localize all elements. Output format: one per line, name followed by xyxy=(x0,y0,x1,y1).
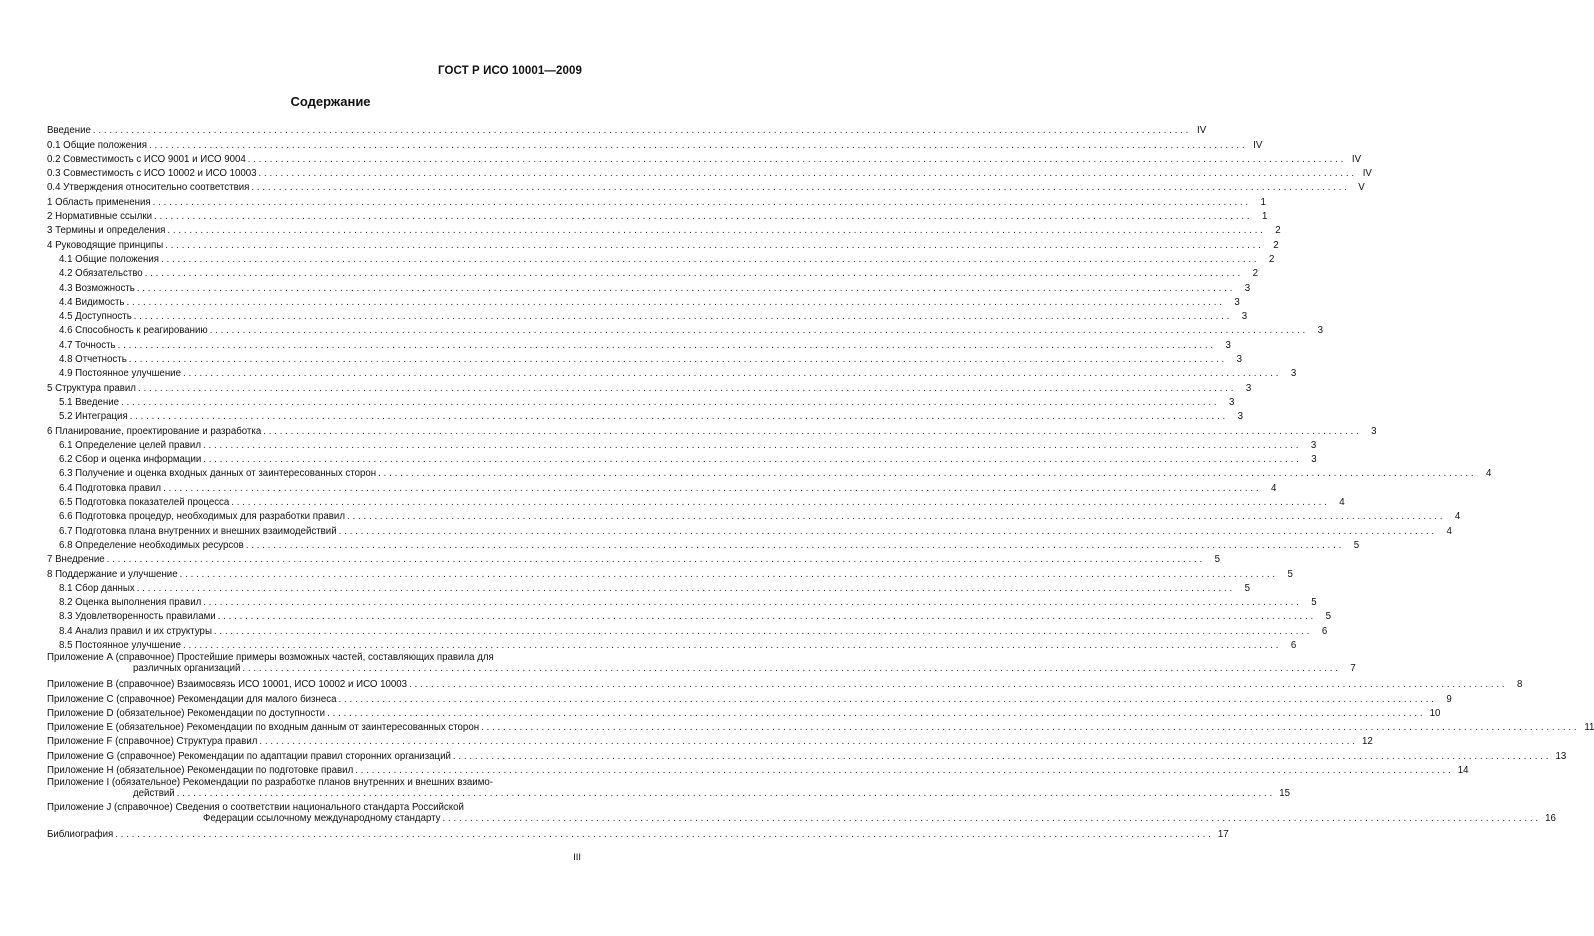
toc-leader: ........................................................................................................................................................................................................ xyxy=(213,625,1313,637)
toc-leader: ........................................................................................................................................................................................................ xyxy=(259,736,1358,748)
toc-leader: ........................................................................................................................................................................................................ xyxy=(165,239,1264,251)
toc-leader: ........................................................................................................................................................................................................ xyxy=(129,411,1229,423)
toc-annex-j[interactable] xyxy=(47,802,1556,827)
toc-entry-label: 5.2 Интеграция xyxy=(59,411,128,423)
toc-entry-page: 3 xyxy=(1311,454,1317,466)
toc-leader: ........................................................................................................................................................................................................ xyxy=(231,497,1330,509)
toc-entry[interactable] xyxy=(47,152,1362,166)
toc-annex-h-label: Приложение Н (обязательное) Рекомендации по подготовке правил xyxy=(47,765,354,777)
toc-entry-label: 6.1 Определение целей правил xyxy=(59,439,201,451)
toc-entry[interactable] xyxy=(47,352,1243,366)
toc-leader: ........................................................................................................................................................................................................ xyxy=(176,788,1276,800)
toc-entry-page: IV xyxy=(1253,139,1263,151)
toc-leader: ........................................................................................................................................................................................................ xyxy=(152,196,1251,208)
toc-entry-page: 3 xyxy=(1236,354,1243,366)
toc-annex-c[interactable] xyxy=(47,691,1452,705)
toc-leader: ........................................................................................................................................................................................................ xyxy=(154,211,1253,223)
toc-entry[interactable] xyxy=(47,623,1328,637)
toc-entry[interactable] xyxy=(47,566,1293,580)
toc-entry-page: 5 xyxy=(1325,611,1331,623)
toc-entry[interactable] xyxy=(47,252,1275,266)
toc-leader: ........................................................................................................................................................................................................ xyxy=(182,639,1282,651)
toc-entry[interactable] xyxy=(47,581,1251,595)
toc-annex-c-page: 9 xyxy=(1446,693,1452,705)
toc-annex-b[interactable] xyxy=(47,677,1523,691)
page-title: Содержание xyxy=(290,94,371,109)
toc-entry-page: 5 xyxy=(1311,597,1317,609)
toc-entry-label: 6.2 Сбор и оценка информации xyxy=(59,454,202,466)
toc-entry[interactable] xyxy=(47,295,1240,309)
toc-entry-page: 4 xyxy=(1271,482,1277,494)
toc-entry-page: 3 xyxy=(1237,411,1244,423)
toc-entry-page: 5 xyxy=(1244,582,1251,594)
toc-entry[interactable] xyxy=(47,223,1281,237)
toc-entry-label: 5 Структура правил xyxy=(47,382,136,394)
toc-entry[interactable] xyxy=(47,137,1263,151)
toc-entry[interactable] xyxy=(47,209,1268,223)
toc-entry[interactable] xyxy=(47,194,1266,208)
toc-leader: ........................................................................................................................................................................................................ xyxy=(258,168,1357,180)
toc-entry[interactable] xyxy=(47,380,1252,394)
toc-entry-label: 6.5 Подготовка показателей процесса xyxy=(59,497,230,509)
toc-entry[interactable] xyxy=(47,495,1345,509)
toc-leader: ........................................................................................................................................................................................................ xyxy=(161,253,1260,265)
toc-entry-page: IV xyxy=(1197,125,1207,137)
toc-entry-page: 5 xyxy=(1287,568,1293,580)
toc-entry-label: 3 Термины и определения xyxy=(47,225,166,237)
toc-entry-page: 4 xyxy=(1454,511,1461,523)
toc-entry-label: 8.2 Оценка выполнения правил xyxy=(59,597,202,609)
toc-leader: ........................................................................................................................................................................................................ xyxy=(121,396,1220,408)
toc-entry[interactable] xyxy=(47,266,1259,280)
toc-entry-label: 8.4 Анализ правил и их структуры xyxy=(59,625,212,637)
toc-entry-label: 1 Область применения xyxy=(47,196,151,208)
toc-annex-a-line1: Приложение А (справочное) Простейшие примеры возможных частей, составляющих правила для xyxy=(47,651,494,663)
toc-leader: ........................................................................................................................................................................................................ xyxy=(167,225,1266,237)
toc-entry-page: 3 xyxy=(1228,396,1235,408)
toc-entry-label: 6.7 Подготовка плана внутренних и внешних взаимодействий xyxy=(59,525,337,537)
toc-leader: ........................................................................................................................................................................................................ xyxy=(409,679,1508,691)
toc-entry-page: 3 xyxy=(1290,368,1297,380)
toc-leader: ........................................................................................................................................................................................................ xyxy=(481,722,1580,734)
toc-leader: ........................................................................................................................................................................................................ xyxy=(126,296,1225,308)
toc-entry-page: 3 xyxy=(1317,325,1324,337)
toc-entry[interactable] xyxy=(47,309,1248,323)
toc-entry-page: 3 xyxy=(1234,296,1240,308)
toc-entry-label: 6.6 Подготовка процедур, необходимых для разработки правил xyxy=(59,511,345,523)
toc-entry-page: IV xyxy=(1362,168,1372,180)
toc-leader: ........................................................................................................................................................................................................ xyxy=(442,813,1541,825)
toc-entry[interactable] xyxy=(47,452,1317,466)
toc-entry-page: 3 xyxy=(1241,311,1248,323)
toc-entry-label: 6.4 Подготовка правил xyxy=(59,482,162,494)
toc-bibliography-page: 17 xyxy=(1217,829,1229,841)
page-number: III xyxy=(573,852,581,863)
toc-annex-f[interactable] xyxy=(47,734,1373,748)
toc-leader: ........................................................................................................................................................................................................ xyxy=(346,511,1446,523)
toc-entry[interactable] xyxy=(47,423,1377,437)
toc-entry-label: 4 Руководящие принципы xyxy=(47,239,164,251)
toc-leader: ........................................................................................................................................................................................................ xyxy=(242,662,1341,674)
toc-leader: ........................................................................................................................................................................................................ xyxy=(217,611,1316,623)
toc-entry-page: 6 xyxy=(1290,639,1297,651)
toc-entry[interactable] xyxy=(47,123,1207,137)
toc-entry-page: 3 xyxy=(1244,282,1251,294)
toc-entry-label: 0.1 Общие положения xyxy=(47,139,148,151)
toc-leader: ........................................................................................................................................................................................................ xyxy=(203,597,1302,609)
toc-leader: ........................................................................................................................................................................................................ xyxy=(117,339,1216,351)
toc-leader: ........................................................................................................................................................................................................ xyxy=(263,425,1362,437)
toc-leader: ........................................................................................................................................................................................................ xyxy=(115,829,1214,841)
toc-entry-label: 4.6 Способность к реагированию xyxy=(59,325,208,337)
toc-entry-page: 4 xyxy=(1339,497,1345,509)
toc-annex-g-label: Приложение G (справочное) Рекомендации по адаптации правил сторонних организаций xyxy=(47,750,451,762)
toc-entry-page: IV xyxy=(1351,153,1362,165)
toc-entry-page: 2 xyxy=(1252,268,1259,280)
toc-annex-j-page: 16 xyxy=(1545,813,1556,825)
toc-annex-i-line2: действий xyxy=(133,788,175,800)
toc-bibliography[interactable] xyxy=(47,827,1229,841)
toc-entry-label: 6.8 Определение необходимых ресурсов xyxy=(59,539,244,551)
toc-entry-label: 2 Нормативные ссылки xyxy=(47,211,153,223)
toc-entry-label: 4.1 Общие положения xyxy=(59,253,160,265)
toc-annex-d-label: Приложение D (обязательное) Рекомендации по доступности xyxy=(47,707,326,719)
toc-annex-d-page: 10 xyxy=(1429,707,1441,719)
toc-annex-a-line2: различных организаций xyxy=(133,662,241,674)
toc-entry[interactable] xyxy=(47,509,1461,523)
toc-entry[interactable] xyxy=(47,323,1324,337)
toc-entry[interactable] xyxy=(47,280,1251,294)
toc-annex-i-line1: Приложение I (обязательное) Рекомендации по разработке планов внутренних и внешних взаимо- xyxy=(47,777,493,789)
toc-entry-label: 4.2 Обязательство xyxy=(59,268,143,280)
toc-entry[interactable] xyxy=(47,438,1317,452)
toc-entry-page: 4 xyxy=(1486,468,1492,480)
toc-leader: ........................................................................................................................................................................................................ xyxy=(251,182,1350,194)
toc-entry[interactable] xyxy=(47,538,1360,552)
toc-leader: ........................................................................................................................................................................................................ xyxy=(137,382,1237,394)
toc-entry[interactable] xyxy=(47,409,1244,423)
toc-annex-h-page: 14 xyxy=(1457,765,1469,777)
toc-leader: ........................................................................................................................................................................................................ xyxy=(106,554,1205,566)
toc-bibliography-label: Библиография xyxy=(47,829,114,841)
toc-annex-f-label: Приложение F (справочное) Структура правил xyxy=(47,736,258,748)
toc-leader: ........................................................................................................................................................................................................ xyxy=(182,368,1282,380)
toc-entry[interactable] xyxy=(47,595,1317,609)
toc-entry-label: 4.5 Доступность xyxy=(59,311,132,323)
toc-entry-label: 4.8 Отчетность xyxy=(59,354,127,366)
toc-annex-h[interactable] xyxy=(47,763,1469,777)
toc-leader: ........................................................................................................................................................................................................ xyxy=(327,707,1426,719)
toc-entry-label: 5.1 Введение xyxy=(59,396,120,408)
toc-entry-page: 4 xyxy=(1446,525,1452,537)
toc-annex-e-page: 11 xyxy=(1584,722,1594,734)
toc-entry[interactable] xyxy=(47,609,1331,623)
toc-entry-page: 1 xyxy=(1261,211,1268,223)
toc-entry-label: 8.1 Сбор данных xyxy=(59,582,135,594)
toc-entry-label: 7 Внедрение xyxy=(47,554,105,566)
toc-leader: ........................................................................................................................................................................................................ xyxy=(136,282,1236,294)
toc-entry[interactable] xyxy=(47,552,1220,566)
toc-entry-page: 3 xyxy=(1310,439,1317,451)
toc-entry-page: V xyxy=(1358,182,1365,194)
toc-leader: ........................................................................................................................................................................................................ xyxy=(245,539,1345,551)
toc-entry-label: 0.3 Совместимость с ИСО 10002 и ИСО 10003 xyxy=(47,168,257,180)
toc-leader: ........................................................................................................................................................................................................ xyxy=(92,125,1192,137)
document-number: ГОСТ Р ИСО 10001—2009 xyxy=(437,65,582,77)
toc-entry-page: 5 xyxy=(1353,539,1360,551)
toc-leader: ........................................................................................................................................................................................................ xyxy=(203,454,1302,466)
toc-annex-g-page: 13 xyxy=(1555,750,1567,762)
toc-entry-label: 4.4 Видимость xyxy=(59,296,125,308)
toc-entry[interactable] xyxy=(47,395,1235,409)
toc-entry-page: 2 xyxy=(1268,253,1275,265)
toc-annex-e-label: Приложение Е (обязательное) Рекомендации по входным данным от заинтересованных сторон xyxy=(47,722,480,734)
toc-annex-e[interactable] xyxy=(47,720,1594,734)
toc-annex-b-label: Приложение В (справочное) Взаимосвязь ИСО 10001, ИСО 10002 и ИСО 10003 xyxy=(47,679,408,691)
toc-annex-c-label: Приложение С (справочное) Рекомендации для малого бизнеса xyxy=(47,693,337,705)
toc-entry[interactable] xyxy=(47,180,1365,194)
toc-leader: ........................................................................................................................................................................................................ xyxy=(209,325,1309,337)
toc-leader: ........................................................................................................................................................................................................ xyxy=(247,153,1347,165)
toc-entry-page: 3 xyxy=(1371,425,1377,437)
toc-annex-j-line2: Федерации ссылочному международному стандарту xyxy=(203,813,441,825)
table-of-contents xyxy=(47,123,1594,841)
toc-entry-page: 5 xyxy=(1214,554,1220,566)
toc-annex-b-page: 8 xyxy=(1516,679,1523,691)
toc-entry[interactable] xyxy=(47,638,1297,652)
toc-entry-label: 4.9 Постоянное улучшение xyxy=(59,368,181,380)
toc-leader: ........................................................................................................................................................................................................ xyxy=(149,139,1248,151)
toc-entry[interactable] xyxy=(47,466,1492,480)
toc-leader: ........................................................................................................................................................................................................ xyxy=(452,750,1552,762)
toc-entry[interactable] xyxy=(47,523,1452,537)
toc-leader: ........................................................................................................................................................................................................ xyxy=(179,568,1278,580)
toc-entry[interactable] xyxy=(47,480,1277,494)
toc-entry[interactable] xyxy=(47,366,1297,380)
toc-entry-label: 6.3 Получение и оценка входных данных от заинтересованных сторон xyxy=(59,468,377,480)
toc-entry-page: 2 xyxy=(1275,225,1281,237)
toc-entry-label: 8 Поддержание и улучшение xyxy=(47,568,178,580)
toc-entry-page: 1 xyxy=(1260,196,1266,208)
toc-entry-label: 8.3 Удовлетворенность правилами xyxy=(59,611,216,623)
toc-leader: ........................................................................................................................................................................................................ xyxy=(378,468,1477,480)
toc-entry-label: 0.2 Совместимость с ИСО 9001 и ИСО 9004 xyxy=(47,153,246,165)
toc-entry-label: 8.5 Постоянное улучшение xyxy=(59,639,181,651)
toc-leader: ........................................................................................................................................................................................................ xyxy=(163,482,1262,494)
toc-entry-page: 2 xyxy=(1273,239,1279,251)
toc-entry-page: 3 xyxy=(1225,339,1231,351)
toc-annex-j-line1: Приложение J (справочное) Сведения о соответствии национального стандарта Российской xyxy=(47,802,464,814)
toc-entry-page: 3 xyxy=(1245,382,1252,394)
toc-leader: ........................................................................................................................................................................................................ xyxy=(338,693,1437,705)
toc-annex-i-page: 15 xyxy=(1279,788,1291,800)
toc-entry-label: 4.7 Точность xyxy=(59,339,116,351)
toc-leader: ........................................................................................................................................................................................................ xyxy=(128,354,1228,366)
toc-leader: ........................................................................................................................................................................................................ xyxy=(355,765,1454,777)
toc-annex-g[interactable] xyxy=(47,748,1567,762)
toc-leader: ........................................................................................................................................................................................................ xyxy=(133,311,1233,323)
toc-annex-i[interactable] xyxy=(47,777,1291,802)
toc-entry-label: Введение xyxy=(47,125,91,137)
toc-entry-label: 6 Планирование, проектирование и разработка xyxy=(47,425,262,437)
toc-entry-page: 6 xyxy=(1321,625,1328,637)
toc-entry[interactable] xyxy=(47,166,1372,180)
toc-annex-a[interactable] xyxy=(47,651,1356,677)
toc-leader: ........................................................................................................................................................................................................ xyxy=(202,439,1302,451)
toc-annex-a-page: 7 xyxy=(1350,662,1356,674)
toc-leader: ........................................................................................................................................................................................................ xyxy=(338,525,1437,537)
toc-entry-label: 4.3 Возможность xyxy=(59,282,135,294)
toc-annex-d[interactable] xyxy=(47,706,1441,720)
toc-entry[interactable] xyxy=(47,337,1231,351)
toc-entry-label: 0.4 Утверждения относительно соответствия xyxy=(47,182,250,194)
toc-leader: ........................................................................................................................................................................................................ xyxy=(136,582,1236,594)
toc-entry[interactable] xyxy=(47,237,1279,251)
toc-leader: ........................................................................................................................................................................................................ xyxy=(144,268,1244,280)
toc-annex-f-page: 12 xyxy=(1361,736,1373,748)
